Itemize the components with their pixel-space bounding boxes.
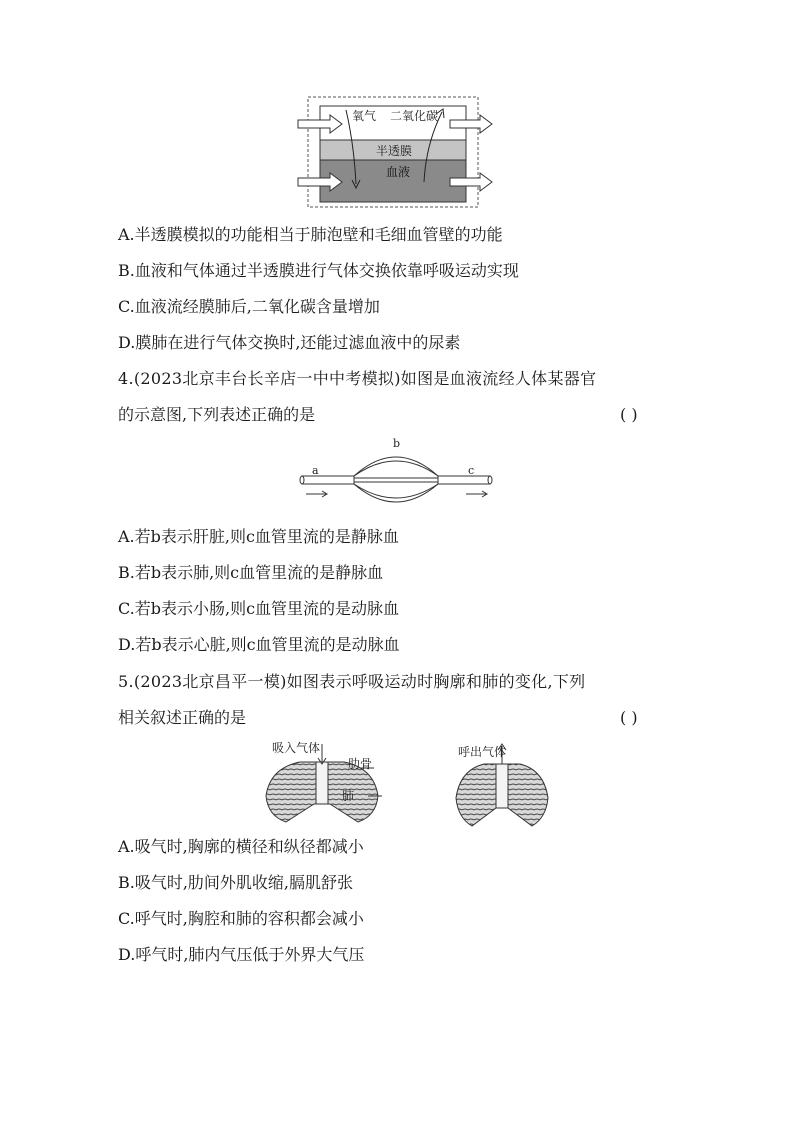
- membrane-lung-figure: [294, 94, 504, 210]
- q3-option-b: B.血液和气体通过半透膜进行气体交换依靠呼吸运动实现: [118, 261, 519, 280]
- vessel-label-c: c: [468, 464, 475, 477]
- q5-option-b: B.吸气时,肋间外肌收缩,膈肌舒张: [118, 873, 354, 892]
- q5-answer-paren: ( ): [620, 708, 638, 727]
- q3-option-a: A.半透膜模拟的功能相当于肺泡壁和毛细血管壁的功能: [118, 225, 503, 244]
- inhale-rib-cage: [266, 744, 378, 822]
- q3-option-c: C.血液流经膜肺后,二氧化碳含量增加: [118, 297, 380, 316]
- q4-option-d: D.若b表示心脏,则c血管里流的是动脉血: [118, 635, 400, 654]
- q4-option-b: B.若b表示肺,则c血管里流的是静脉血: [118, 563, 384, 582]
- q5-option-a: A.吸气时,胸廓的横径和纵径都减小: [118, 837, 364, 856]
- rib-label: 肋骨: [348, 757, 373, 771]
- q4-answer-paren: ( ): [620, 405, 638, 424]
- q5-stem-line2: 相关叙述正确的是: [118, 708, 247, 727]
- exhale-label: 呼出气体: [458, 745, 507, 759]
- blood-label: 血液: [386, 165, 411, 179]
- inhale-label: 吸入气体: [272, 741, 321, 755]
- q3-option-d: D.膜肺在进行气体交换时,还能过滤血液中的尿素: [118, 333, 461, 352]
- q4-option-a: A.若b表示肝脏,则c血管里流的是静脉血: [118, 527, 399, 546]
- vessel-label-a: a: [312, 464, 319, 477]
- q5-option-c: C.呼气时,胸腔和肺的容积都会减小: [118, 909, 364, 928]
- blood-vessel-figure: [298, 436, 494, 504]
- q5-stem-line1: 5.(2023北京昌平一模)如图表示呼吸运动时胸廓和肺的变化,下列: [118, 672, 586, 691]
- q4-stem-line1: 4.(2023北京丰台长辛店一中中考模拟)如图是血液流经人体某器官: [118, 369, 597, 388]
- lung-label: 肺: [342, 789, 355, 803]
- q4-option-c: C.若b表示小肠,则c血管里流的是动脉血: [118, 599, 400, 618]
- co2-label: 二氧化碳: [390, 109, 439, 123]
- vessel-label-b: b: [393, 437, 401, 450]
- q5-option-d: D.呼气时,肺内气压低于外界大气压: [118, 945, 365, 964]
- membrane-label: 半透膜: [376, 144, 413, 158]
- rib-cage-figure: [258, 738, 558, 830]
- q4-stem-line2: 的示意图,下列表述正确的是: [118, 405, 316, 424]
- oxygen-label: 氧气: [352, 109, 377, 123]
